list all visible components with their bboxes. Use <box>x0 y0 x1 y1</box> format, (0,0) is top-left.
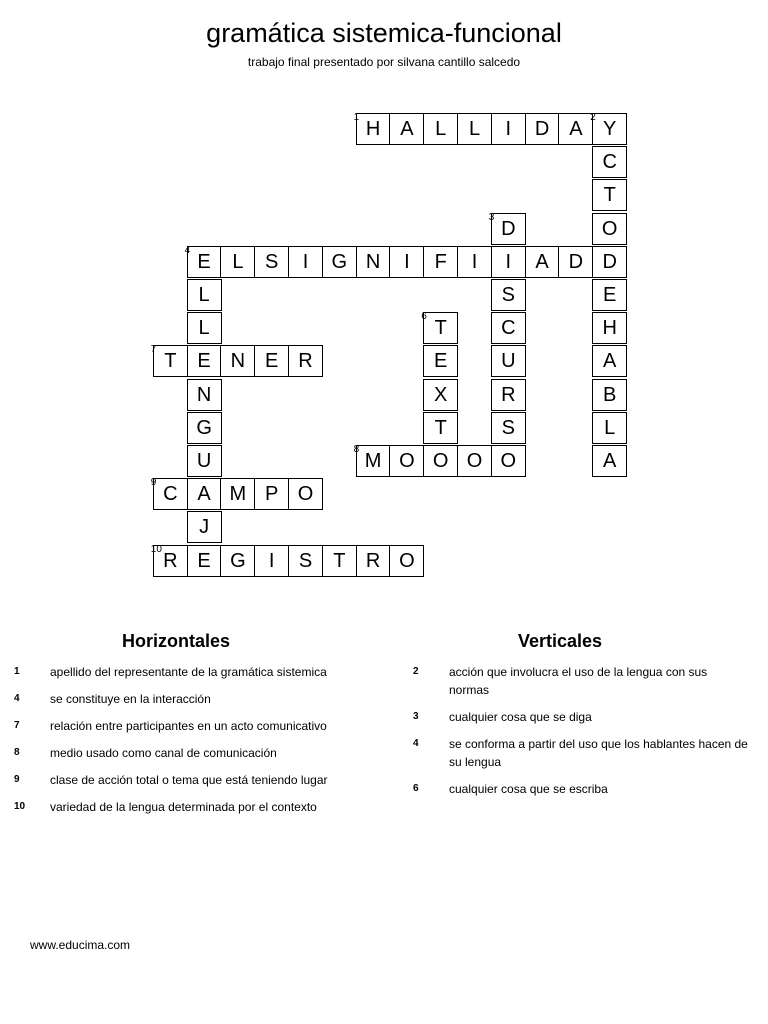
crossword-cell: O <box>592 213 627 245</box>
cell-number: 4 <box>184 244 191 256</box>
clue-item <box>400 735 760 771</box>
clue-item <box>400 663 760 699</box>
page-subtitle: trabajo final presentado por silvana cantillo salcedo <box>247 55 521 69</box>
crossword-cell: E <box>187 545 222 577</box>
vertical-clue-list <box>400 663 760 807</box>
cell-number: 10 <box>150 543 162 555</box>
clue-item <box>0 690 380 708</box>
crossword-cell: D <box>525 113 560 145</box>
cell-number: 3 <box>488 211 495 223</box>
crossword-cell: G <box>187 412 222 444</box>
clue-text: se conforma a partir del uso que los hablantes hacen de su lengua <box>449 737 748 769</box>
crossword-cell: D <box>592 246 627 278</box>
cell-number: 6 <box>421 311 427 323</box>
crossword-cell: E <box>187 246 222 278</box>
crossword-cell: O <box>389 445 424 477</box>
clue-text: apellido del representante de la gramática sistemica <box>50 665 327 679</box>
horizontal-clue-list <box>0 663 380 825</box>
crossword-cell: N <box>187 379 222 411</box>
clue-text: cualquier cosa que se escriba <box>449 782 608 796</box>
crossword-cell: X <box>423 379 458 411</box>
crossword-cell: E <box>254 345 289 377</box>
clue-text: cualquier cosa que se diga <box>449 710 592 724</box>
cell-number: 1 <box>353 112 360 123</box>
crossword-cell: I <box>491 246 526 278</box>
crossword-cell: M <box>356 445 391 477</box>
crossword-cell: Y <box>592 113 627 145</box>
crossword-cell: A <box>592 445 627 477</box>
crossword-cell: H <box>592 312 627 344</box>
clue-number: 4 <box>413 738 419 749</box>
clue-item <box>400 708 760 726</box>
cell-number: 9 <box>150 477 157 489</box>
crossword-cell: R <box>153 545 188 577</box>
crossword-cell: B <box>592 379 627 411</box>
crossword-cell: S <box>254 246 289 278</box>
clue-number: 2 <box>413 666 419 677</box>
cell-number: 8 <box>353 444 360 455</box>
clue-item <box>0 717 380 735</box>
crossword-cell: O <box>389 545 424 577</box>
footer-url: www.educima.com <box>30 938 131 952</box>
crossword-cell: J <box>187 511 222 543</box>
clue-item <box>0 744 380 762</box>
crossword-cell: L <box>423 113 458 145</box>
crossword-cell: G <box>322 246 357 278</box>
clue-item <box>0 771 380 789</box>
crossword-cell: L <box>187 279 222 311</box>
crossword-cell: S <box>288 545 323 577</box>
clue-text: medio usado como canal de comunicación <box>50 746 277 760</box>
crossword-cell: R <box>288 345 323 377</box>
crossword-cell: O <box>457 445 492 477</box>
clue-item <box>400 780 760 798</box>
crossword-cell: T <box>423 312 458 344</box>
clue-number: 6 <box>413 783 419 794</box>
crossword-cell: U <box>491 345 526 377</box>
crossword-cell: O <box>423 445 458 477</box>
crossword-cell: C <box>153 478 188 510</box>
cell-number: 7 <box>150 344 157 356</box>
crossword-cell: S <box>491 412 526 444</box>
clue-number: 7 <box>14 720 20 731</box>
crossword-cell: I <box>491 113 526 145</box>
crossword-cell: C <box>491 312 526 344</box>
crossword-cell: S <box>491 279 526 311</box>
crossword-cell: M <box>220 478 255 510</box>
crossword-cell: T <box>322 545 357 577</box>
vertical-heading: Verticales <box>517 631 603 651</box>
crossword-cell: H <box>356 113 391 145</box>
crossword-cell: A <box>525 246 560 278</box>
clue-text: variedad de la lengua determinada por el contexto <box>50 800 317 814</box>
crossword-cell: L <box>220 246 255 278</box>
crossword-cell: R <box>356 545 391 577</box>
crossword-cell: G <box>220 545 255 577</box>
crossword-cell: C <box>592 146 627 178</box>
crossword-cell: L <box>592 412 627 444</box>
cell-number: 2 <box>590 112 596 123</box>
crossword-cell: E <box>187 345 222 377</box>
crossword-cell: L <box>457 113 492 145</box>
crossword-cell: D <box>491 213 526 245</box>
clue-number: 8 <box>14 747 20 758</box>
clue-number: 9 <box>14 774 20 785</box>
crossword-cell: F <box>423 246 458 278</box>
clue-number: 10 <box>14 801 26 812</box>
crossword-cell: T <box>592 179 627 211</box>
crossword-cell: A <box>558 113 593 145</box>
crossword-cell: I <box>389 246 424 278</box>
crossword-cell: A <box>592 345 627 377</box>
crossword-cell: O <box>288 478 323 510</box>
clue-item <box>0 798 380 816</box>
clue-text: clase de acción total o tema que está teniendo lugar <box>50 773 328 787</box>
crossword-cell: A <box>389 113 424 145</box>
crossword-cell: T <box>423 412 458 444</box>
crossword-cell: I <box>288 246 323 278</box>
crossword-cell: D <box>558 246 593 278</box>
crossword-cell: R <box>491 379 526 411</box>
crossword-cell: T <box>153 345 188 377</box>
crossword-cell: E <box>423 345 458 377</box>
crossword-cell: N <box>220 345 255 377</box>
crossword-cell: L <box>187 312 222 344</box>
clue-item <box>0 663 380 681</box>
clue-text: acción que involucra el uso de la lengua con sus normas <box>449 665 708 697</box>
horizontal-heading: Horizontales <box>121 631 231 651</box>
crossword-cell: U <box>187 445 222 477</box>
crossword-cell: I <box>254 545 289 577</box>
clue-text: relación entre participantes en un acto comunicativo <box>50 719 327 733</box>
clue-number: 4 <box>14 693 20 704</box>
clue-number: 1 <box>14 666 20 677</box>
clue-text: se constituye en la interacción <box>50 692 211 706</box>
page-title: gramática sistemica-funcional <box>206 18 562 48</box>
crossword-cell: P <box>254 478 289 510</box>
crossword-cell: A <box>187 478 222 510</box>
crossword-cell: O <box>491 445 526 477</box>
crossword-cell: I <box>457 246 492 278</box>
clue-number: 3 <box>413 711 419 722</box>
crossword-cell: N <box>356 246 391 278</box>
crossword-cell: E <box>592 279 627 311</box>
